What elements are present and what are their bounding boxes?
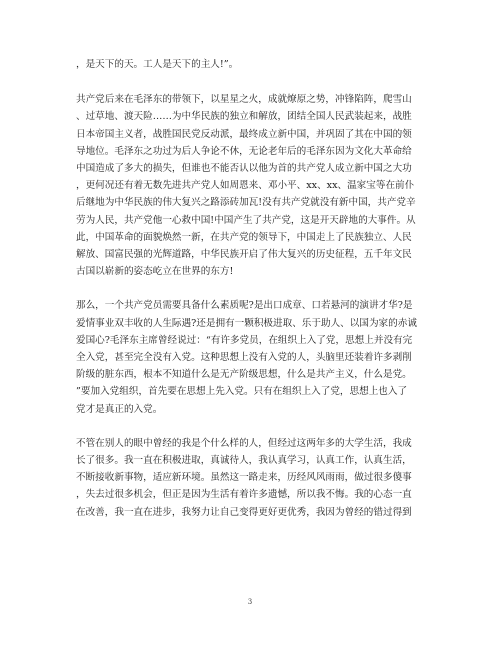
paragraph-4 <box>76 435 428 521</box>
text-line: 爱情事业双丰收的人生际遇?还是拥有一颗积极进取、乐于助人、以国为家的赤诚 <box>76 317 417 329</box>
text-line: ，是天下的天。工人是天下的主人!”。 <box>76 59 239 70</box>
text-line: 日本帝国主义者，战胜国民党反动派，最终成立新中国，并巩固了其在中国的领 <box>76 128 412 140</box>
text-line: 阶级的脏东西，根本不知道什么是无产阶级思想，什么是共产主义，什么是党。 <box>76 369 412 381</box>
paragraph-2 <box>76 91 428 280</box>
paragraph-1 <box>76 56 428 73</box>
text-line: ，更何况还有着无数先进共产党人如周恩来、邓小平、xx、xx、温家宝等在前仆 <box>76 180 415 192</box>
page-number: 3 <box>247 598 253 606</box>
text-line: 劳为人民，共产党他一心救中国!中国产生了共产党，这是开天辟地的大事件。从 <box>76 214 416 226</box>
text-line: 中国造成了多大的损失，但谁也不能否认以他为首的共产党人成立新中国之大功 <box>76 163 412 175</box>
text-line: ”要加入党组织，首先要在思想上先入党。只有在组织上入了党，思想上也入了 <box>76 386 408 398</box>
document-body <box>76 56 428 538</box>
text-line: 不管在别人的眼中曾经的我是个什么样的人，但经过这两年多的大学生活，我成 <box>76 437 412 449</box>
text-line: 导地位。毛泽东之功过为后人争论不休，无论老年后的毛泽东因为文化大革命给 <box>76 145 412 157</box>
text-line: 古国以崭新的姿态屹立在世界的东方! <box>76 266 234 278</box>
text-line: 长了很多。我一直在积极进取，真诚待人，我认真学习，认真工作，认真生活， <box>76 455 412 467</box>
text-line: 党才是真正的入党。 <box>76 403 163 415</box>
text-line: 此，中国革命的面貌焕然一新，在共产党的领导下，中国走上了民族独立、人民 <box>76 231 412 243</box>
text-line: 在改善，我一直在进步，我努力让自己变得更好更优秀，我因为曾经的错过得到 <box>76 506 412 518</box>
text-line: 共产党后来在毛泽东的带领下，以星星之火，成就燎原之势，冲锋陷阵，爬雪山 <box>76 94 412 106</box>
text-line: 解放、国富民强的光辉道路，中华民族开启了伟大复兴的历史征程，五千年文民 <box>76 249 412 261</box>
text-line: 后继地为中华民族的伟大复兴之路添砖加瓦!没有共产党就没有新中国，共产党辛 <box>76 197 416 209</box>
text-line: 、过草地、渡天险……为中华民族的独立和解放，团结全国人民武装起来，战胜 <box>76 111 412 123</box>
text-line: 不断接收新事物，适应新环境。虽然这一路走来，历经风风雨雨，做过很多傻事 <box>76 472 412 484</box>
paragraph-3 <box>76 297 428 417</box>
text-line: ，失去过很多机会，但正是因为生活有着许多遗憾，所以我不悔。我的心态一直 <box>76 489 412 501</box>
text-line: 爱国心?毛泽东主席曾经说过：“有许多党员，在组织上入了党，思想上并没有完 <box>76 334 413 346</box>
text-line: 全入党，甚至完全没有入党。这种思想上没有入党的人，头脑里还装着许多剥削 <box>76 352 412 364</box>
text-line: 那么，一个共产党员需要具备什么素质呢?是出口成章、口若悬河的演讲才华?是 <box>76 300 413 312</box>
